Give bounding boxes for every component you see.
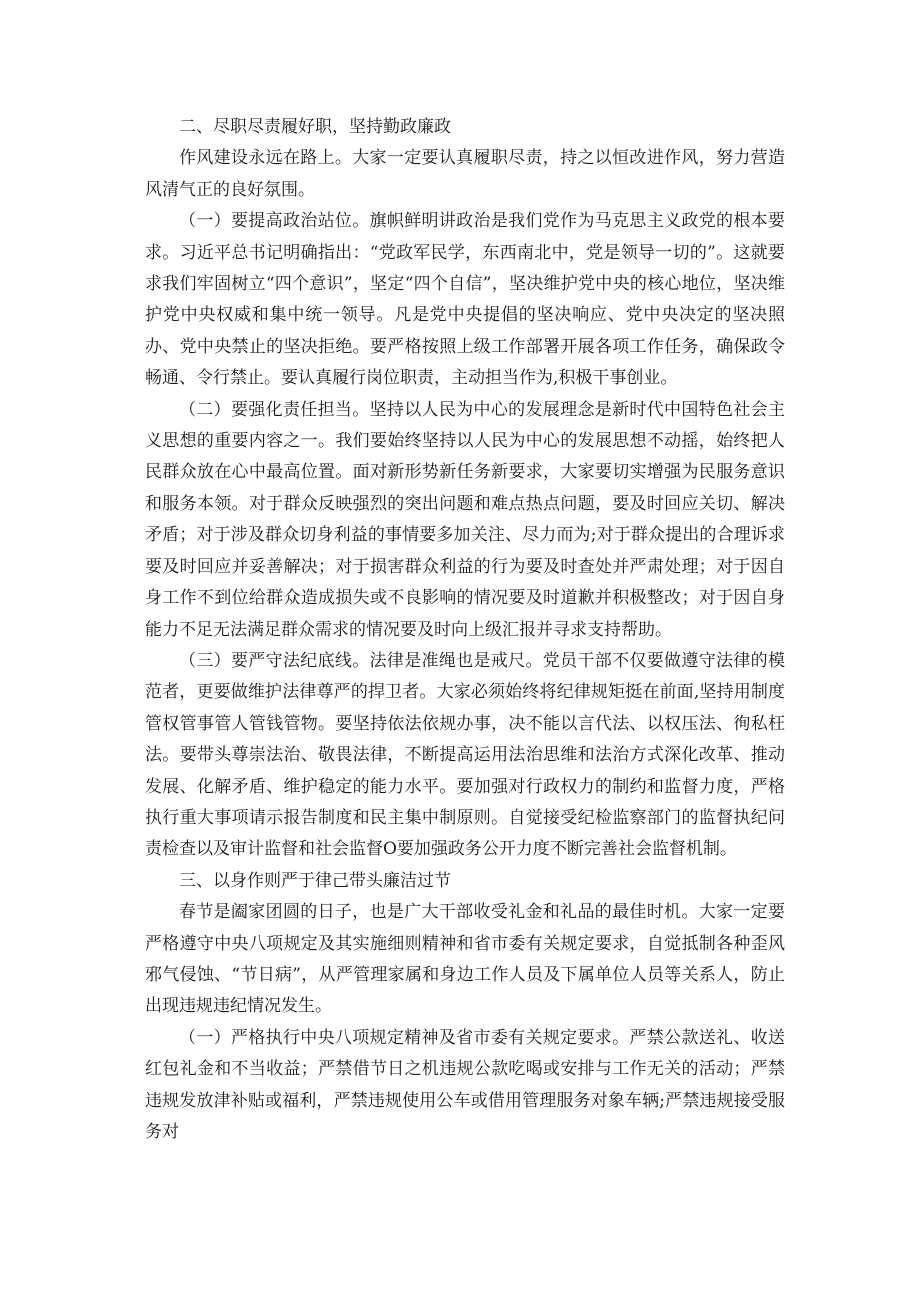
- section2-item1-paragraph: （一）要提高政治站位。旗帜鲜明讲政治是我们党作为马克思主义政党的根本要求。习近平总书记明确指出：“党政军民学，东西南北中，党是领导一切的”。这就要求我们牢固树立“四个意识”，坚定“四个自信”，坚决维护党中央的核心地位，坚决维护党中央权威和集中统一领导。凡是党中央提倡的坚决响应、党中央决定的坚决照办、党中央禁止的坚决拒绝。要严格按照上级工作部署开展各项工作任务，确保政令畅通、令行禁止。要认真履行岗位职责，主动担当作为,积极干事创业。: [145, 211, 785, 389]
- document-body: [145, 112, 785, 1148]
- section3-intro-paragraph: 春节是阖家团圆的日子，也是广大干部收受礼金和礼品的最佳时机。大家一定要严格遵守中央八项规定及其实施细则精神和省市委有关规定要求，自觉抵制各种歪风邪气侵蚀、“节日病”，从严管理家属和身边工作人员及下属单位人员等关系人，防止出现违规违纪情况发生。: [145, 902, 785, 1017]
- section2-intro-paragraph: 作风建设永远在路上。大家一定要认真履职尽责，持之以恒改进作风，努力营造风清气正的良好氛围。: [145, 148, 785, 200]
- section3-item1-paragraph: （一）严格执行中央八项规定精神及省市委有关规定要求。严禁公款送礼、收送红包礼金和不当收益；严禁借节日之机违规公款吃喝或安排与工作无关的活动；严禁违规发放津补贴或福利，严禁违规使用公车或借用管理服务对象车辆;严禁违规接受服务对: [145, 1027, 785, 1142]
- section2-item3-paragraph: （三）要严守法纪底线。法律是准绳也是戒尺。党员干部不仅要做遵守法律的模范者，更要做维护法律尊严的捍卫者。大家必须始终将纪律规矩挺在前面,坚持用制度管权管事管人管钱管物。要坚持依法依规办事，决不能以言代法、以权压法、徇私枉法。要带头尊崇法治、敬畏法律，不断提高运用法治思维和法治方式深化改革、推动发展、化解矛盾、维护稳定的能力水平。要加强对行政权力的制约和监督力度，严格执行重大事项请示报告制度和民主集中制原则。自觉接受纪检监察部门的监督执纪问责检查以及审计监督和社会监督O要加强政务公开力度不断完善社会监督机制。: [145, 650, 785, 860]
- section2-item2-paragraph: （二）要强化责任担当。坚持以人民为中心的发展理念是新时代中国特色社会主义思想的重要内容之一。我们要始终坚持以人民为中心的发展思想不动摇，始终把人民群众放在心中最高位置。面对新形势新任务新要求，大家要切实增强为民服务意识和服务本领。对于群众反映强烈的突出问题和难点热点问题，要及时回应关切、解决矛盾；对于涉及群众切身利益的事情要多加关注、尽力而为;对于群众提出的合理诉求要及时回应并妥善解决；对于损害群众利益的行为要及时查处并严肃处理；对于因自身工作不到位给群众造成损失或不良影响的情况要及时道歉并积极整改；对于因自身能力不足无法满足群众需求的情况要及时向上级汇报并寻求支持帮助。: [145, 399, 785, 640]
- section3-heading: 三、以身作则严于律己带头廉洁过节: [179, 870, 451, 891]
- section2-heading: 二、尽职尽责履好职，坚持勤政廉政: [179, 117, 451, 137]
